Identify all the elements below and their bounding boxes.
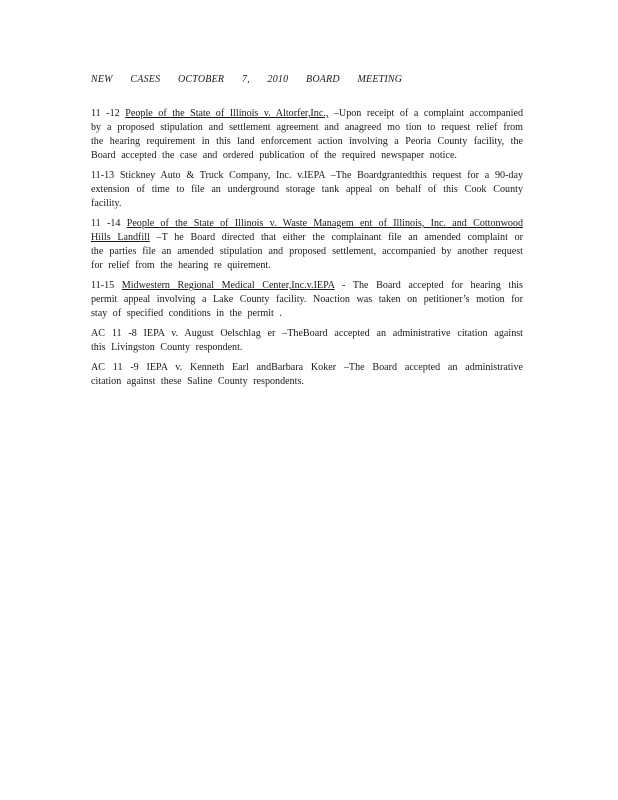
case-number: 11-15: [91, 280, 115, 291]
case-description: –Upon receipt of a complaint accompanied by a proposed stipulation and settlement agreement and anagreed mo tion to request relief from the hearing requirement in this land enforcement action involving a Peoria County facility, the Board accepted the case and ordered publication of the required newspaper notice.: [91, 108, 523, 161]
case-description: - The Board accepted for hearing this permit appeal involving a Lake County facility. Noaction was taken on petitioner’s motion for stay of specified conditions in the permit .: [91, 280, 523, 319]
case-title: Midwestern Regional Medical Center,Inc.v.IEPA: [121, 280, 335, 291]
case-number: 11 -14: [91, 218, 121, 229]
case-number: 11 -12: [91, 108, 120, 119]
case-description: Stickney Auto & Truck Company, Inc. v.IEPA –The Boardgrantedthis request for a 90-day extension of time to file an underground storage tank appeal on behalf of this Cook County facility.: [91, 170, 523, 209]
case-title: People of the State of Illinois v. Waste Managem ent of Illinois, Inc. and Cottonwood Hills Landfill: [91, 218, 523, 243]
case-entry: [91, 217, 523, 273]
case-title: People of the State of Illinois v. Altorfer,Inc.,: [125, 108, 329, 119]
case-entry: [91, 107, 523, 163]
case-description: –T he Board directed that either the complainant file an amended complaint or the parties file an amended stipulation and proposed settlement, accompanied by another request for relief from the hearing re quirement.: [91, 232, 523, 271]
page-heading: NEW CASES OCTOBER 7, 2010 BOARD MEETING: [91, 74, 403, 85]
case-number: 11-13: [91, 170, 115, 181]
case-entry: [91, 169, 523, 211]
case-description: IEPA v. August Oelschlag er –TheBoard accepted an administrative citation against this Livingston County respondent.: [91, 328, 523, 353]
case-list: [91, 107, 523, 395]
case-description: IEPA v. Kenneth Earl andBarbara Koker –The Board accepted an administrative citation against these Saline County respondents.: [91, 362, 523, 387]
case-entry: [91, 361, 523, 389]
case-number: AC 11 -9: [91, 362, 139, 373]
case-entry: [91, 327, 523, 355]
case-entry: [91, 279, 523, 321]
case-number: AC 11 -8: [91, 328, 137, 339]
